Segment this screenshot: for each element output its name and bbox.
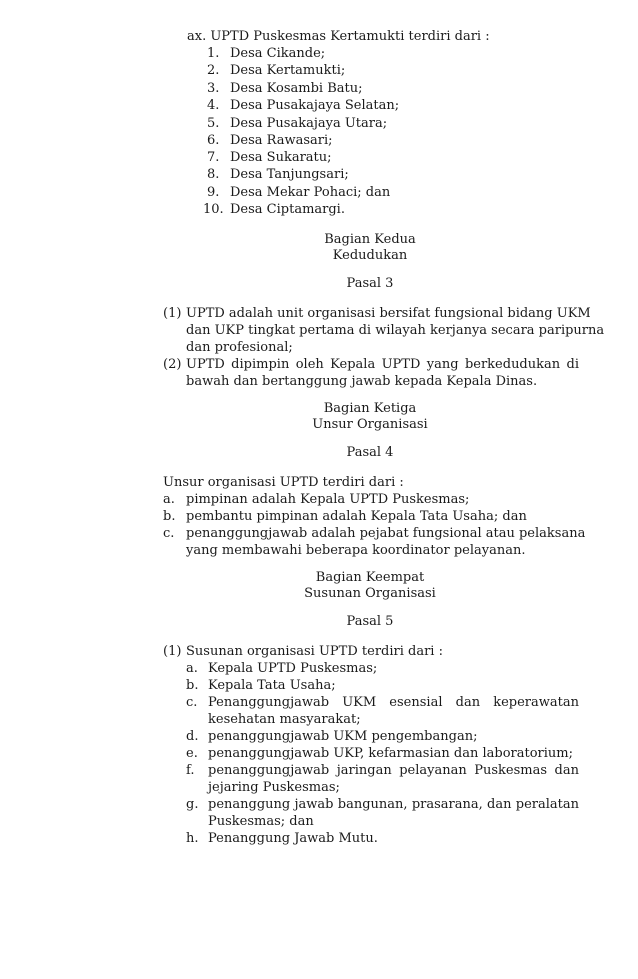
item-line: Kepala Tata Usaha;	[208, 678, 336, 693]
item-letter: a.	[186, 661, 198, 676]
list-text: Desa Mekar Pohaci; dan	[230, 185, 391, 200]
item-line: penanggungjawab UKM pengembangan;	[208, 729, 478, 744]
list-number: 6.	[207, 133, 220, 148]
item-letter: h.	[186, 831, 199, 846]
list-text: Desa Pusakajaya Utara;	[230, 116, 388, 131]
item-line: yang membawahi beberapa koordinator pelayanan.	[186, 543, 526, 558]
item-line: Puskesmas; dan	[208, 814, 314, 829]
item-line: penanggungjawab UKP, kefarmasian dan laboratorium;	[208, 746, 573, 761]
item-line: Kepala UPTD Puskesmas;	[208, 661, 378, 676]
list-text: Desa Cikande;	[230, 46, 326, 61]
section-subtitle: Susunan Organisasi	[304, 586, 436, 601]
section-title: Bagian Keempat	[315, 570, 425, 585]
pasal-heading: Pasal 3	[346, 276, 394, 291]
list-number: 8.	[207, 167, 220, 182]
item-letter: d.	[186, 729, 199, 744]
list-text: Desa Tanjungsari;	[230, 167, 349, 182]
list-number: 5.	[207, 116, 220, 131]
list-text: Desa Kosambi Batu;	[230, 81, 363, 96]
list-text: Desa Sukaratu;	[230, 150, 332, 165]
item-line: penanggungjawab jaringan pelayanan Puskesmas dan	[208, 763, 579, 778]
item-number: (1)	[163, 306, 182, 321]
item-line: jejaring Puskesmas;	[208, 780, 340, 795]
list-number: 3.	[207, 81, 220, 96]
item-line: dan profesional;	[186, 340, 293, 355]
list-number: 7.	[207, 150, 220, 165]
list-text: Desa Pusakajaya Selatan;	[230, 98, 400, 113]
item-line: Penanggung Jawab Mutu.	[208, 831, 378, 846]
section-subtitle: Unsur Organisasi	[312, 417, 428, 432]
item-letter: a.	[163, 492, 175, 507]
list-number: 10.	[203, 202, 224, 217]
item-line: Penanggungjawab UKM esensial dan keperawatan	[208, 695, 579, 710]
item-letter: f.	[186, 763, 195, 778]
item-line: penanggungjawab adalah pejabat fungsional atau pelaksana	[186, 526, 586, 541]
item-letter: c.	[186, 695, 198, 710]
item-line: UPTD adalah unit organisasi bersifat fungsional bidang UKM	[186, 306, 591, 321]
item-line: kesehatan masyarakat;	[208, 712, 361, 727]
list-text: Desa Rawasari;	[230, 133, 333, 148]
list-text: Desa Kertamukti;	[230, 63, 346, 78]
item-number: (1)	[163, 644, 182, 659]
list-number: 1.	[207, 46, 220, 61]
item-line: pembantu pimpinan adalah Kepala Tata Usaha; dan	[186, 509, 527, 524]
list-number: 9.	[207, 185, 220, 200]
item-line: UPTD dipimpin oleh Kepala UPTD yang berkedudukan di	[186, 357, 579, 372]
item-line: dan UKP tingkat pertama di wilayah kerjanya secara paripurna	[186, 323, 605, 338]
pasal-heading: Pasal 4	[346, 445, 394, 460]
item-letter: b.	[163, 509, 176, 524]
item-number: (2)	[163, 357, 182, 372]
sub-ax-heading: ax. UPTD Puskesmas Kertamukti terdiri dari :	[187, 29, 490, 44]
intro-text: Unsur organisasi UPTD terdiri dari :	[163, 475, 404, 490]
section-title: Bagian Ketiga	[323, 401, 417, 416]
item-line: pimpinan adalah Kepala UPTD Puskesmas;	[186, 492, 470, 507]
list-text: Desa Ciptamargi.	[230, 202, 345, 217]
item-letter: e.	[186, 746, 198, 761]
section-subtitle: Kedudukan	[332, 248, 408, 263]
item-letter: g.	[186, 797, 199, 812]
item-letter: b.	[186, 678, 199, 693]
item-line: bawah dan bertanggung jawab kepada Kepala Dinas.	[186, 374, 538, 389]
list-number: 2.	[207, 63, 220, 78]
list-number: 4.	[207, 98, 220, 113]
pasal-heading: Pasal 5	[346, 614, 394, 629]
item-line: penanggung jawab bangunan, prasarana, dan peralatan	[208, 797, 579, 812]
item-letter: c.	[163, 526, 175, 541]
section-title: Bagian Kedua	[324, 232, 416, 247]
item-line: Susunan organisasi UPTD terdiri dari :	[186, 644, 443, 659]
